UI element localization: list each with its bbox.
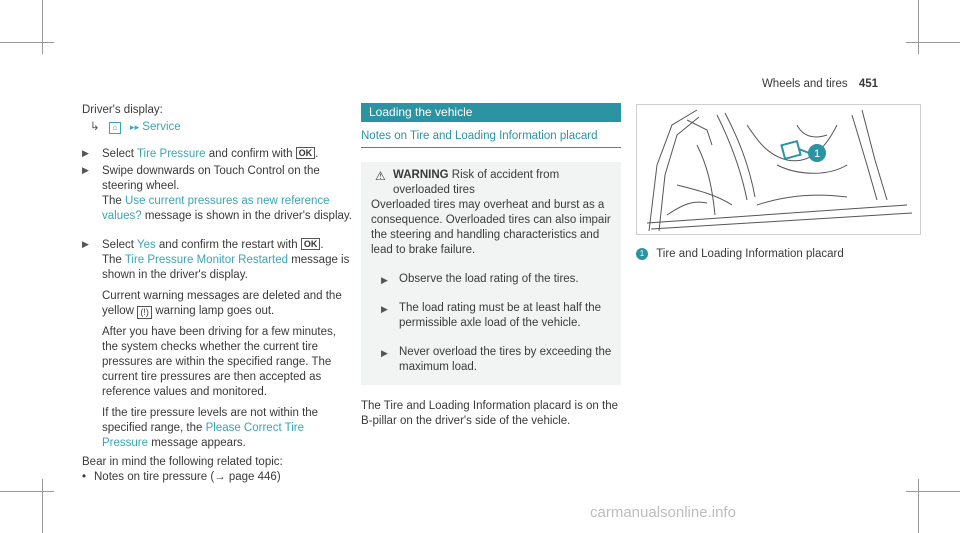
text: If the tire pressure levels are not within the specified range, the — [102, 407, 319, 434]
text: message appears. — [148, 437, 246, 449]
use-current-pressures-message: Use current pressures as new reference values? — [102, 195, 330, 222]
menu-path — [82, 120, 352, 135]
crop-mark — [906, 491, 960, 492]
drivers-display-label: Driver's display: — [82, 104, 163, 116]
swipe-instruction: Swipe downwards on Touch Control on the steering wheel. — [102, 165, 320, 192]
step-arrow-icon: ▶ — [82, 239, 89, 249]
crop-mark — [918, 0, 919, 54]
tire-pressure-link: Tire Pressure — [136, 148, 206, 160]
middle-column — [361, 103, 621, 429]
warning-step — [371, 301, 613, 331]
text: Select — [102, 148, 137, 160]
crop-mark — [0, 491, 54, 492]
watermark: carmanualsonline.info — [590, 504, 736, 521]
callout-badge: 1 — [636, 248, 648, 260]
crop-mark — [42, 0, 43, 54]
running-header — [762, 78, 878, 90]
step-arrow-icon: ▶ — [381, 275, 388, 285]
step-arrow-icon: ▶ — [82, 165, 89, 175]
text: message is shown in the driver's display. — [141, 210, 352, 222]
tire-warning-lamp-icon: (!) — [137, 306, 152, 319]
step-swipe — [82, 164, 352, 224]
ok-key-icon: OK — [301, 238, 321, 250]
warning-box — [361, 162, 621, 385]
text: . — [320, 239, 324, 251]
text: warning lamp goes out. — [152, 305, 275, 317]
warning-triangle-icon: ⚠ — [375, 169, 386, 183]
step-arrow-icon: ▶ — [381, 304, 388, 314]
figure-caption — [636, 247, 844, 262]
home-icon: ⌂ — [109, 122, 121, 134]
warning-body: Overloaded tires may overheat and burst as a consequence. Overloaded tires can also impair the steering and handling characteristics and lead to brake failure. — [371, 199, 611, 256]
text: Select — [102, 239, 137, 251]
text: The — [102, 195, 126, 207]
step-arrow-icon: ▶ — [381, 348, 388, 358]
related-topic-link[interactable]: • Notes on tire pressure (→ page 446) — [82, 470, 352, 485]
text: Never overload the tires by exceeding the maximum load. — [399, 346, 612, 373]
b-pillar-illustration — [636, 104, 921, 235]
placard-location-paragraph: The Tire and Loading Information placard is on the B-pillar on the driver's side of the vehicle. — [361, 400, 618, 427]
text: . — [315, 148, 319, 160]
warning-label: WARNING — [393, 169, 449, 181]
left-column — [82, 103, 352, 485]
door-pillar-drawing — [637, 105, 920, 234]
text: Observe the load rating of the tires. — [399, 273, 579, 285]
text: The — [102, 254, 125, 266]
crop-mark — [906, 42, 960, 43]
step-arrow-icon: ▶ — [82, 148, 89, 158]
ok-key-icon: OK — [296, 147, 316, 159]
placard-highlight — [781, 141, 800, 159]
callout-number: 1 — [813, 148, 821, 160]
please-correct-message: Please Correct Tire Pressure — [102, 422, 305, 449]
text: and confirm the restart with — [155, 239, 301, 251]
crop-mark — [42, 479, 43, 533]
page-number: 451 — [858, 78, 878, 90]
chevron-icon: ▸▸ — [130, 122, 140, 132]
text: message is shown in the driver's display. — [102, 254, 350, 281]
warning-step — [371, 345, 613, 375]
step-select-tire-pressure — [82, 147, 352, 162]
text: and confirm with — [205, 148, 296, 160]
warning-step — [371, 272, 613, 287]
subsection-heading: Notes on Tire and Loading Information placard — [361, 129, 621, 148]
text: The load rating must be at least half the permissible axle load of the vehicle. — [399, 302, 602, 329]
path-arrow-icon: ↳ — [90, 121, 100, 133]
text: Current warning messages are deleted and the yellow — [102, 290, 342, 317]
section-banner: Loading the vehicle — [361, 103, 621, 122]
yes-option: Yes — [136, 239, 156, 251]
related-topic-intro: Bear in mind the following related topic: — [82, 456, 283, 468]
crop-mark — [0, 42, 54, 43]
crop-mark — [918, 479, 919, 533]
caption-text: Tire and Loading Information placard — [656, 248, 844, 260]
section-title: Wheels and tires — [761, 78, 848, 90]
step-select-yes — [82, 238, 352, 451]
warning-title: Risk of accident from overloaded tires — [393, 169, 560, 196]
warning-heading — [371, 168, 613, 198]
system-check-paragraph: After you have been driving for a few minutes, the system checks whether the current tire pressures are within the specified range. The current tire pressures are then accepted as reference values and monitored. — [102, 326, 336, 398]
service-menu-link: Service — [142, 121, 181, 133]
monitor-restarted-message: Tire Pressure Monitor Restarted — [124, 254, 288, 266]
